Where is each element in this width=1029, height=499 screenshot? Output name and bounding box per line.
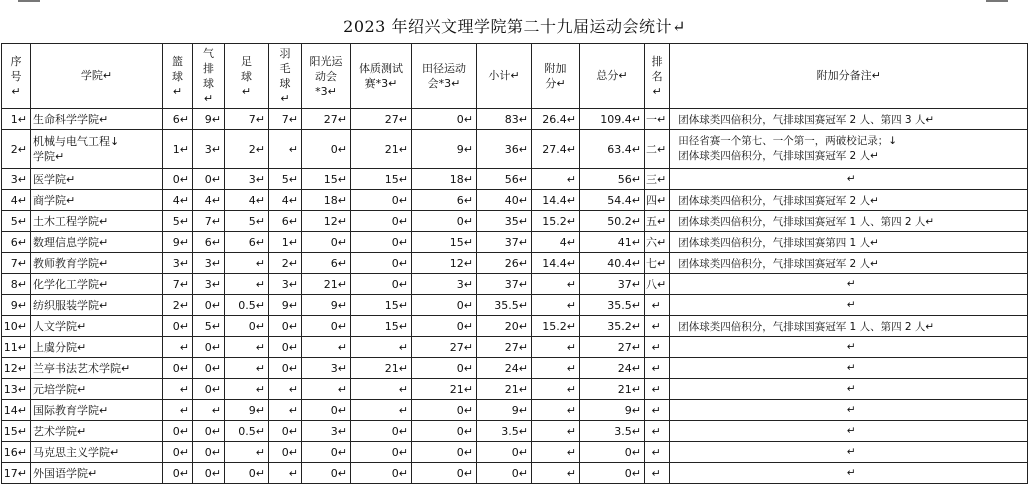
cell-sunshine: 18↵ [302,190,351,211]
cell-note: 团体球类四倍积分，气排球国赛冠军 2 人↵ [670,253,1028,274]
cell-track: 0↵ [412,442,477,463]
cell-football: ↵ [225,379,269,400]
cell-sunshine: 3↵ [302,421,351,442]
header-bonus: 附加分↵ [532,44,580,109]
cell-subtotal: 36↵ [477,130,532,169]
cell-total: 0↵ [580,442,645,463]
cell-fitness: 27↵ [351,109,412,130]
cell-college: 国际教育学院↵ [31,400,163,421]
cell-rank: ↵ [645,400,670,421]
cell-note: 团体球类四倍积分，气排球国赛冠军 1 人、第四 2 人↵ [670,211,1028,232]
cell-basketball: 7↵ [163,274,193,295]
cell-track: 27↵ [412,337,477,358]
cell-no: 10↵ [2,316,31,337]
cell-badminton: ↵ [269,130,302,169]
cell-volleyball: 3↵ [193,274,225,295]
cell-subtotal: 21↵ [477,379,532,400]
cell-no: 2↵ [2,130,31,169]
cell-track: 0↵ [412,316,477,337]
table-row [2,274,1028,295]
cell-bonus: ↵ [532,421,580,442]
cell-bonus: ↵ [532,400,580,421]
cell-basketball: 0↵ [163,442,193,463]
cell-track: 0↵ [412,211,477,232]
cell-track: 0↵ [412,421,477,442]
cell-note: ↵ [670,358,1028,379]
cell-basketball: ↵ [163,337,193,358]
cell-total: 24↵ [580,358,645,379]
cell-note: ↵ [670,295,1028,316]
cell-football: 9↵ [225,400,269,421]
cell-basketball: 1↵ [163,130,193,169]
header-football: 足球↵ [225,44,269,109]
cell-bonus: 15.2↵ [532,211,580,232]
table-row [2,316,1028,337]
cell-basketball: 9↵ [163,232,193,253]
cell-sunshine: 0↵ [302,400,351,421]
cell-football: ↵ [225,442,269,463]
cell-volleyball: 0↵ [193,421,225,442]
cell-football: 0.5↵ [225,421,269,442]
cell-volleyball: 5↵ [193,316,225,337]
cell-no: 12↵ [2,358,31,379]
cell-rank: 一↵ [645,109,670,130]
cell-rank: ↵ [645,337,670,358]
cell-rank: 四↵ [645,190,670,211]
cell-sunshine: 0↵ [302,232,351,253]
cell-bonus: 4↵ [532,232,580,253]
cell-note: 田径省赛一个第七、一个第一，两破校记录；↓ 团体球类四倍积分，气排球国赛冠军 2 人↵ [670,130,1028,169]
cell-college: 生命科学学院↵ [31,109,163,130]
cell-college: 商学院↵ [31,190,163,211]
cell-volleyball: 0↵ [193,442,225,463]
cell-basketball: 4↵ [163,190,193,211]
cell-basketball: 0↵ [163,421,193,442]
table-row [2,169,1028,190]
cell-subtotal: 3.5↵ [477,421,532,442]
cell-badminton: 0↵ [269,337,302,358]
cell-sunshine: 0↵ [302,442,351,463]
cell-subtotal: 37↵ [477,274,532,295]
cell-bonus: ↵ [532,442,580,463]
cell-volleyball: 0↵ [193,169,225,190]
cell-football: 0↵ [225,463,269,484]
table-row [2,130,1028,169]
cell-track: 18↵ [412,169,477,190]
cell-college: 数理信息学院↵ [31,232,163,253]
cell-bonus: ↵ [532,274,580,295]
cell-fitness: 0↵ [351,421,412,442]
cell-no: 8↵ [2,274,31,295]
cell-badminton: 0↵ [269,442,302,463]
cell-rank: 五↵ [645,211,670,232]
cell-subtotal: 35↵ [477,211,532,232]
cell-note: 团体球类四倍积分，气排球国赛冠军 1 人、第四 2 人↵ [670,316,1028,337]
cell-volleyball: 4↵ [193,190,225,211]
cell-badminton: 3↵ [269,274,302,295]
cell-basketball: 0↵ [163,358,193,379]
cell-college: 艺术学院↵ [31,421,163,442]
cell-fitness: 0↵ [351,274,412,295]
cell-note: 团体球类四倍积分，气排球国赛冠军 2 人、第四 3 人↵ [670,109,1028,130]
table-row [2,358,1028,379]
header-row [2,44,1028,109]
top-rule-left [18,0,40,2]
cell-total: 63.4↵ [580,130,645,169]
cell-subtotal: 20↵ [477,316,532,337]
cell-rank: ↵ [645,295,670,316]
cell-rank: 二↵ [645,130,670,169]
cell-basketball: 0↵ [163,463,193,484]
cell-college: 教师教育学院↵ [31,253,163,274]
table-row [2,295,1028,316]
cell-track: 0↵ [412,358,477,379]
cell-basketball: 0↵ [163,316,193,337]
cell-total: 0↵ [580,463,645,484]
cell-rank: ↵ [645,421,670,442]
cell-no: 16↵ [2,442,31,463]
cell-badminton: 5↵ [269,169,302,190]
cell-track: 6↵ [412,190,477,211]
header-college: 学院↵ [31,44,163,109]
cell-track: 0↵ [412,295,477,316]
cell-total: 3.5↵ [580,421,645,442]
cell-sunshine: 6↵ [302,253,351,274]
cell-no: 1↵ [2,109,31,130]
cell-volleyball: 0↵ [193,379,225,400]
cell-track: 0↵ [412,109,477,130]
header-no: 序号↵ [2,44,31,109]
cell-college: 外国语学院↵ [31,463,163,484]
header-rank: 排名↵ [645,44,670,109]
header-volleyball: 气排球↵ [193,44,225,109]
cell-note: 团体球类四倍积分，气排球国赛第四 1 人↵ [670,232,1028,253]
cell-sunshine: 9↵ [302,295,351,316]
cell-bonus: ↵ [532,169,580,190]
cell-fitness: 0↵ [351,232,412,253]
top-rule-right [986,0,1008,2]
cell-rank: ↵ [645,316,670,337]
cell-sunshine: 27↵ [302,109,351,130]
cell-fitness: 0↵ [351,463,412,484]
cell-total: 21↵ [580,379,645,400]
cell-no: 15↵ [2,421,31,442]
cell-badminton: 0↵ [269,358,302,379]
cell-total: 35.5↵ [580,295,645,316]
cell-total: 54.4↵ [580,190,645,211]
cell-subtotal: 83↵ [477,109,532,130]
cell-fitness: 0↵ [351,253,412,274]
cell-fitness: 0↵ [351,442,412,463]
cell-total: 9↵ [580,400,645,421]
cell-badminton: ↵ [269,463,302,484]
cell-fitness: ↵ [351,337,412,358]
table-row [2,442,1028,463]
cell-football: 3↵ [225,169,269,190]
cell-note: ↵ [670,400,1028,421]
cell-total: 50.2↵ [580,211,645,232]
cell-total: 56↵ [580,169,645,190]
cell-track: 12↵ [412,253,477,274]
cell-no: 7↵ [2,253,31,274]
cell-no: 9↵ [2,295,31,316]
cell-college: 人文学院↵ [31,316,163,337]
cell-total: 109.4↵ [580,109,645,130]
cell-badminton: 4↵ [269,190,302,211]
header-fitness: 体质测试赛*3↵ [351,44,412,109]
cell-bonus: 14.4↵ [532,253,580,274]
cell-badminton: 6↵ [269,211,302,232]
cell-sunshine: 3↵ [302,358,351,379]
cell-no: 4↵ [2,190,31,211]
cell-volleyball: 0↵ [193,358,225,379]
cell-volleyball: 3↵ [193,130,225,169]
table-row [2,211,1028,232]
cell-basketball: ↵ [163,400,193,421]
cell-track: 9↵ [412,130,477,169]
cell-volleyball: 3↵ [193,253,225,274]
cell-basketball: 3↵ [163,253,193,274]
cell-college: 兰亭书法艺术学院↵ [31,358,163,379]
header-subtotal: 小计↵ [477,44,532,109]
cell-total: 41↵ [580,232,645,253]
cell-rank: ↵ [645,358,670,379]
cell-subtotal: 56↵ [477,169,532,190]
cell-subtotal: 0↵ [477,442,532,463]
table-row [2,421,1028,442]
cell-rank: ↵ [645,463,670,484]
cell-rank: 七↵ [645,253,670,274]
cell-bonus: ↵ [532,379,580,400]
cell-rank: ↵ [645,442,670,463]
cell-track: 3↵ [412,274,477,295]
cell-volleyball: 0↵ [193,295,225,316]
cell-fitness: ↵ [351,379,412,400]
cell-basketball: 5↵ [163,211,193,232]
cell-college: 机械与电气工程↓ 学院↵ [31,130,163,169]
cell-college: 医学院↵ [31,169,163,190]
cell-note: ↵ [670,442,1028,463]
cell-fitness: 21↵ [351,358,412,379]
table-row [2,463,1028,484]
cell-volleyball: 0↵ [193,337,225,358]
cell-fitness: 15↵ [351,316,412,337]
cell-total: 35.2↵ [580,316,645,337]
cell-volleyball: 0↵ [193,463,225,484]
header-total: 总分↵ [580,44,645,109]
cell-volleyball: 7↵ [193,211,225,232]
cell-note: ↵ [670,169,1028,190]
cell-sunshine: 0↵ [302,316,351,337]
cell-football: ↵ [225,337,269,358]
cell-bonus: ↵ [532,337,580,358]
stats-table [1,43,1028,484]
cell-rank: 三↵ [645,169,670,190]
cell-basketball: ↵ [163,379,193,400]
cell-note: ↵ [670,379,1028,400]
table-row [2,109,1028,130]
cell-note: ↵ [670,274,1028,295]
cell-subtotal: 37↵ [477,232,532,253]
table-row [2,379,1028,400]
table-row [2,253,1028,274]
cell-no: 5↵ [2,211,31,232]
cell-sunshine: ↵ [302,379,351,400]
cell-bonus: 27.4↵ [532,130,580,169]
cell-fitness: 15↵ [351,295,412,316]
header-sunshine: 阳光运动会*3↵ [302,44,351,109]
table-body [2,109,1028,484]
cell-college: 马克思主义学院↵ [31,442,163,463]
cell-subtotal: 0↵ [477,463,532,484]
cell-sunshine: 12↵ [302,211,351,232]
cell-basketball: 6↵ [163,109,193,130]
cell-no: 3↵ [2,169,31,190]
cell-note: ↵ [670,421,1028,442]
cell-subtotal: 24↵ [477,358,532,379]
cell-subtotal: 26↵ [477,253,532,274]
cell-football: 7↵ [225,109,269,130]
cell-rank: 六↵ [645,232,670,253]
cell-college: 土木工程学院↵ [31,211,163,232]
cell-football: 4↵ [225,190,269,211]
cell-no: 13↵ [2,379,31,400]
cell-track: 21↵ [412,379,477,400]
cell-fitness: 21↵ [351,130,412,169]
cell-football: 5↵ [225,211,269,232]
cell-basketball: 0↵ [163,169,193,190]
cell-badminton: 7↵ [269,109,302,130]
cell-badminton: 1↵ [269,232,302,253]
cell-football: ↵ [225,358,269,379]
cell-bonus: 14.4↵ [532,190,580,211]
table-row [2,400,1028,421]
cell-football: 6↵ [225,232,269,253]
cell-bonus: 15.2↵ [532,316,580,337]
cell-sunshine: 0↵ [302,130,351,169]
cell-track: 15↵ [412,232,477,253]
cell-volleyball: ↵ [193,400,225,421]
cell-note: ↵ [670,463,1028,484]
header-badminton: 羽毛球↵ [269,44,302,109]
cell-sunshine: 0↵ [302,463,351,484]
cell-subtotal: 40↵ [477,190,532,211]
cell-volleyball: 6↵ [193,232,225,253]
cell-football: 0.5↵ [225,295,269,316]
table-row [2,337,1028,358]
cell-fitness: ↵ [351,400,412,421]
cell-total: 40.4↵ [580,253,645,274]
cell-note: 团体球类四倍积分，气排球国赛冠军 2 人↵ [670,190,1028,211]
cell-college: 元培学院↵ [31,379,163,400]
cell-fitness: 15↵ [351,169,412,190]
cell-sunshine: 15↵ [302,169,351,190]
cell-football: ↵ [225,274,269,295]
cell-track: 0↵ [412,463,477,484]
cell-sunshine: 21↵ [302,274,351,295]
header-track: 田径运动会*3↵ [412,44,477,109]
header-note: 附加分备注↵ [670,44,1028,109]
cell-badminton: ↵ [269,379,302,400]
cell-total: 27↵ [580,337,645,358]
cell-rank: 八↵ [645,274,670,295]
cell-note: ↵ [670,337,1028,358]
table-row [2,232,1028,253]
cell-subtotal: 35.5↵ [477,295,532,316]
cell-subtotal: 27↵ [477,337,532,358]
cell-subtotal: 9↵ [477,400,532,421]
cell-no: 14↵ [2,400,31,421]
header-basketball: 篮球↵ [163,44,193,109]
cell-college: 化学化工学院↵ [31,274,163,295]
cell-track: 0↵ [412,400,477,421]
cell-badminton: 9↵ [269,295,302,316]
cell-badminton: 0↵ [269,316,302,337]
cell-football: 0↵ [225,316,269,337]
cell-football: ↵ [225,253,269,274]
cell-fitness: 0↵ [351,211,412,232]
cell-volleyball: 9↵ [193,109,225,130]
cell-bonus: 26.4↵ [532,109,580,130]
cell-badminton: 2↵ [269,253,302,274]
cell-sunshine: ↵ [302,337,351,358]
cell-no: 17↵ [2,463,31,484]
cell-badminton: 0↵ [269,421,302,442]
cell-bonus: ↵ [532,463,580,484]
cell-no: 6↵ [2,232,31,253]
cell-badminton: ↵ [269,400,302,421]
page-title: 2023 年绍兴文理学院第二十九届运动会统计↵ [343,17,686,36]
cell-basketball: 2↵ [163,295,193,316]
cell-rank: ↵ [645,379,670,400]
cell-fitness: 0↵ [351,190,412,211]
cell-college: 上虞分院↵ [31,337,163,358]
cell-total: 37↵ [580,274,645,295]
cell-football: 2↵ [225,130,269,169]
cell-college: 纺织服装学院↵ [31,295,163,316]
table-row [2,190,1028,211]
cell-bonus: ↵ [532,358,580,379]
cell-no: 11↵ [2,337,31,358]
cell-bonus: ↵ [532,295,580,316]
